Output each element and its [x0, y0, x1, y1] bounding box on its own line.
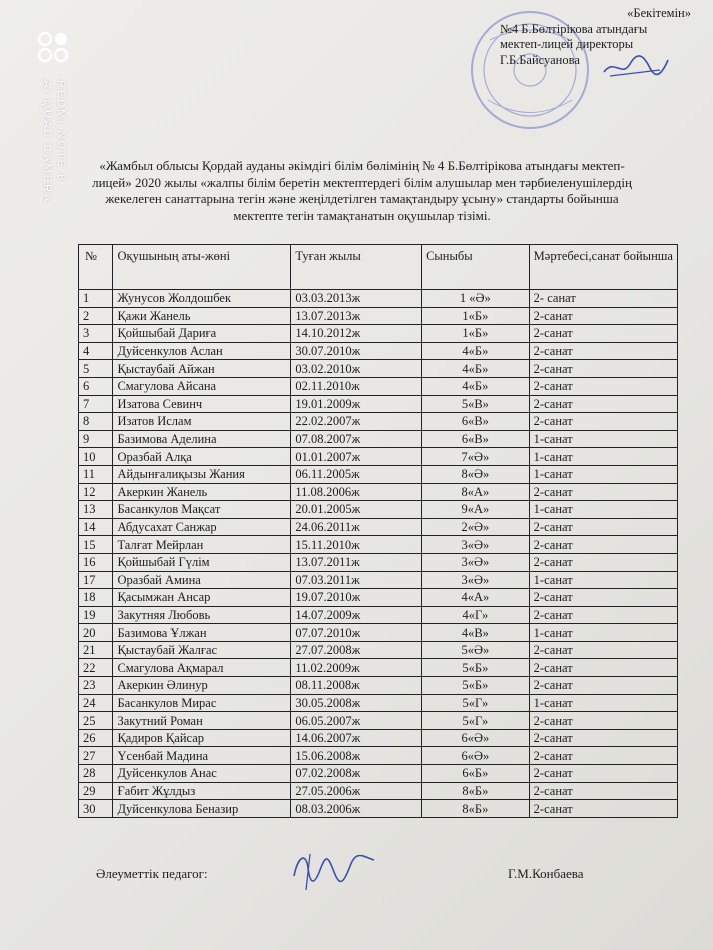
cell-name: Дуйсенкулов Анас [113, 765, 291, 783]
cell-name: Базимова Ұлжан [113, 624, 291, 642]
cell-class: 5«В» [422, 395, 530, 413]
cell-class: 5«Ә» [422, 641, 530, 659]
cell-name: Акеркин Жанель [113, 483, 291, 501]
cell-category: 2-санат [529, 342, 677, 360]
header-name: Оқушының аты-жөні [113, 245, 291, 290]
cell-name: Ғабит Жұлдыз [113, 782, 291, 800]
approval-heading: «Бекітемін» [627, 6, 691, 20]
table-row [79, 712, 678, 730]
table-row [79, 413, 678, 431]
table-row [79, 465, 678, 483]
footer-name: Г.М.Конбаева [508, 866, 584, 881]
cell-number: 12 [79, 483, 113, 501]
cell-birth-date: 13.07.2011ж [291, 553, 422, 571]
table-row [79, 677, 678, 695]
cell-category: 2-санат [529, 677, 677, 695]
cell-class: 8«А» [422, 483, 530, 501]
cell-category: 2-санат [529, 589, 677, 607]
footer-role: Әлеуметтік педагог: [96, 866, 208, 881]
cell-birth-date: 30.07.2010ж [291, 342, 422, 360]
cell-number: 7 [79, 395, 113, 413]
cell-birth-date: 08.03.2006ж [291, 800, 422, 818]
table-row [79, 589, 678, 607]
cell-birth-date: 01.01.2007ж [291, 448, 422, 466]
cell-category: 1-санат [529, 694, 677, 712]
cell-name: Смагулова Айсана [113, 377, 291, 395]
cell-name: Базимова Аделина [113, 430, 291, 448]
table-row [79, 729, 678, 747]
director-signature [600, 52, 670, 82]
cell-number: 13 [79, 501, 113, 519]
cell-class: 3«Ә» [422, 571, 530, 589]
table-row [79, 290, 678, 308]
cell-birth-date: 19.07.2010ж [291, 589, 422, 607]
cell-birth-date: 27.05.2006ж [291, 782, 422, 800]
cell-name: Акеркин Әлинур [113, 677, 291, 695]
cell-birth-date: 06.11.2005ж [291, 465, 422, 483]
cell-class: 4«Б» [422, 377, 530, 395]
cell-number: 20 [79, 624, 113, 642]
table-row [79, 624, 678, 642]
cell-class: 5«Б» [422, 659, 530, 677]
table-row [79, 430, 678, 448]
table-row [79, 747, 678, 765]
table-row [79, 483, 678, 501]
table-row [79, 782, 678, 800]
cell-name: Смагулова Ақмарал [113, 659, 291, 677]
cell-name: Закутний Роман [113, 712, 291, 730]
cell-category: 2-санат [529, 800, 677, 818]
document-title: «Жамбыл облысы Қордай ауданы әкімдігі білім бөлімінің № 4 Б.Бөлтірікова атындағы мектеп-лицей» 2020 жылы «жалпы білім беретін мектептердегі білім алушылар мен тәрбиеленушілердің жекелеген санаттарына тегін және жеңілдетілген тамақтандыру ұсыну» стандарты бойынша мектепте тегін тамақтанатын оқушылар тізімі. [92, 158, 632, 223]
cell-number: 26 [79, 729, 113, 747]
cell-class: 4«Б» [422, 360, 530, 378]
cell-class: 8«Ә» [422, 465, 530, 483]
cell-name: Қойшыбай Гүлім [113, 553, 291, 571]
cell-category: 1-санат [529, 571, 677, 589]
table-row [79, 377, 678, 395]
cell-category: 2-санат [529, 377, 677, 395]
cell-number: 24 [79, 694, 113, 712]
cell-name: Закутняя Любовь [113, 606, 291, 624]
cell-birth-date: 06.05.2007ж [291, 712, 422, 730]
cell-number: 21 [79, 641, 113, 659]
cell-category: 2-санат [529, 483, 677, 501]
cell-class: 2«Ә» [422, 518, 530, 536]
cell-birth-date: 07.08.2007ж [291, 430, 422, 448]
cell-name: Қажи Жанель [113, 307, 291, 325]
cell-category: 2-санат [529, 518, 677, 536]
cell-category: 2-санат [529, 782, 677, 800]
cell-birth-date: 24.06.2011ж [291, 518, 422, 536]
cell-name: Дуйсенкулов Аслан [113, 342, 291, 360]
table-row [79, 448, 678, 466]
cell-category: 2-санат [529, 747, 677, 765]
cell-number: 18 [79, 589, 113, 607]
camera-watermark [10, 20, 70, 220]
table-row [79, 307, 678, 325]
cell-name: Үсенбай Мадина [113, 747, 291, 765]
cell-name: Дуйсенкулова Беназир [113, 800, 291, 818]
cell-name: Абдусахат Санжар [113, 518, 291, 536]
cell-name: Изатов Ислам [113, 413, 291, 431]
cell-name: Қойшыбай Дариға [113, 325, 291, 343]
cell-birth-date: 14.10.2012ж [291, 325, 422, 343]
cell-class: 6«В» [422, 430, 530, 448]
table-row [79, 641, 678, 659]
pedagogue-signature [288, 846, 378, 894]
cell-class: 4«Б» [422, 342, 530, 360]
cell-name: Қыстаубай Жалғас [113, 641, 291, 659]
table-row [79, 765, 678, 783]
cell-number: 16 [79, 553, 113, 571]
cell-number: 19 [79, 606, 113, 624]
cell-class: 1«Б» [422, 307, 530, 325]
cell-birth-date: 15.11.2010ж [291, 536, 422, 554]
cell-name: Талғат Мейрлан [113, 536, 291, 554]
cell-number: 3 [79, 325, 113, 343]
cell-number: 23 [79, 677, 113, 695]
cell-number: 10 [79, 448, 113, 466]
cell-class: 4«В» [422, 624, 530, 642]
cell-name: Қыстаубай Айжан [113, 360, 291, 378]
cell-number: 22 [79, 659, 113, 677]
cell-number: 8 [79, 413, 113, 431]
cell-name: Қадиров Қайсар [113, 729, 291, 747]
cell-category: 1-санат [529, 465, 677, 483]
cell-class: 6«Ә» [422, 729, 530, 747]
cell-number: 14 [79, 518, 113, 536]
cell-name: Қасымжан Ансар [113, 589, 291, 607]
table-row [79, 553, 678, 571]
cell-birth-date: 08.11.2008ж [291, 677, 422, 695]
cell-name: Басанкулов Мирас [113, 694, 291, 712]
cell-category: 2-санат [529, 553, 677, 571]
cell-category: 2-санат [529, 606, 677, 624]
cell-category: 2-санат [529, 659, 677, 677]
cell-birth-date: 14.06.2007ж [291, 729, 422, 747]
cell-number: 17 [79, 571, 113, 589]
cell-number: 25 [79, 712, 113, 730]
students-table [78, 244, 678, 818]
cell-category: 2-санат [529, 413, 677, 431]
cell-birth-date: 19.01.2009ж [291, 395, 422, 413]
cell-category: 1-санат [529, 624, 677, 642]
cell-category: 1-санат [529, 430, 677, 448]
approval-director-name: Г.Б.Байсуанова [500, 52, 580, 67]
cell-birth-date: 11.02.2009ж [291, 659, 422, 677]
cell-birth-date: 03.02.2010ж [291, 360, 422, 378]
cell-birth-date: 27.07.2008ж [291, 641, 422, 659]
table-row [79, 659, 678, 677]
cell-category: 1-санат [529, 448, 677, 466]
table-row [79, 694, 678, 712]
table-row [79, 536, 678, 554]
cell-category: 2-санат [529, 729, 677, 747]
cell-birth-date: 07.02.2008ж [291, 765, 422, 783]
cell-category: 2-санат [529, 641, 677, 659]
table-header-row [79, 245, 678, 290]
cell-class: 6«Ә» [422, 747, 530, 765]
cell-number: 29 [79, 782, 113, 800]
cell-class: 1«Б» [422, 325, 530, 343]
header-class: Сыныбы [422, 245, 530, 290]
cell-class: 5«Г» [422, 694, 530, 712]
cell-category: 2-санат [529, 395, 677, 413]
cell-category: 2- санат [529, 290, 677, 308]
cell-category: 2-санат [529, 712, 677, 730]
cell-category: 2-санат [529, 307, 677, 325]
cell-birth-date: 22.02.2007ж [291, 413, 422, 431]
cell-class: 6«Б» [422, 765, 530, 783]
cell-birth-date: 02.11.2010ж [291, 377, 422, 395]
cell-category: 2-санат [529, 536, 677, 554]
table-row [79, 325, 678, 343]
cell-number: 6 [79, 377, 113, 395]
cell-name: Оразбай Алқа [113, 448, 291, 466]
header-number: № [79, 245, 113, 290]
table-row [79, 395, 678, 413]
cell-number: 28 [79, 765, 113, 783]
cell-number: 2 [79, 307, 113, 325]
cell-number: 1 [79, 290, 113, 308]
cell-birth-date: 13.07.2013ж [291, 307, 422, 325]
cell-number: 4 [79, 342, 113, 360]
cell-number: 15 [79, 536, 113, 554]
cell-birth-date: 15.06.2008ж [291, 747, 422, 765]
cell-number: 27 [79, 747, 113, 765]
cell-class: 8«Б» [422, 782, 530, 800]
table-row [79, 518, 678, 536]
cell-birth-date: 14.07.2009ж [291, 606, 422, 624]
cell-number: 30 [79, 800, 113, 818]
table-row [79, 606, 678, 624]
cell-category: 2-санат [529, 765, 677, 783]
cell-class: 8«Б» [422, 800, 530, 818]
cell-class: 3«Ә» [422, 536, 530, 554]
header-category: Мәртебесі,санат бойынша [529, 245, 677, 290]
table-row [79, 571, 678, 589]
cell-class: 4«Г» [422, 606, 530, 624]
watermark-text: REDMI NOTE 8 AI QUAD CAMERA [41, 80, 67, 204]
camera-rings-icon [36, 30, 70, 64]
cell-number: 9 [79, 430, 113, 448]
cell-class: 1 «Ә» [422, 290, 530, 308]
cell-class: 9«А» [422, 501, 530, 519]
cell-name: Изатова Севинч [113, 395, 291, 413]
cell-name: Басанкулов Мақсат [113, 501, 291, 519]
cell-category: 1-санат [529, 501, 677, 519]
cell-birth-date: 11.08.2006ж [291, 483, 422, 501]
cell-name: Оразбай Амина [113, 571, 291, 589]
header-birth-date: Туған жылы [291, 245, 422, 290]
approval-position: мектеп-лицей директоры [500, 37, 634, 51]
cell-birth-date: 30.05.2008ж [291, 694, 422, 712]
table-row [79, 800, 678, 818]
cell-birth-date: 07.07.2010ж [291, 624, 422, 642]
approval-block [490, 6, 705, 68]
cell-number: 11 [79, 465, 113, 483]
cell-class: 7«Ә» [422, 448, 530, 466]
approval-school: №4 Б.Бөлтірікова атындағы [500, 21, 648, 36]
table-row [79, 501, 678, 519]
cell-class: 5«Б» [422, 677, 530, 695]
cell-class: 3«Ә» [422, 553, 530, 571]
cell-name: Айдынғалиқызы Жания [113, 465, 291, 483]
cell-birth-date: 20.01.2005ж [291, 501, 422, 519]
cell-class: 5«Г» [422, 712, 530, 730]
table-row [79, 342, 678, 360]
cell-class: 6«В» [422, 413, 530, 431]
cell-name: Жунусов Жолдошбек [113, 290, 291, 308]
cell-birth-date: 07.03.2011ж [291, 571, 422, 589]
table-row [79, 360, 678, 378]
cell-category: 2-санат [529, 325, 677, 343]
cell-category: 2-санат [529, 360, 677, 378]
cell-number: 5 [79, 360, 113, 378]
cell-class: 4«А» [422, 589, 530, 607]
cell-birth-date: 03.03.2013ж [291, 290, 422, 308]
